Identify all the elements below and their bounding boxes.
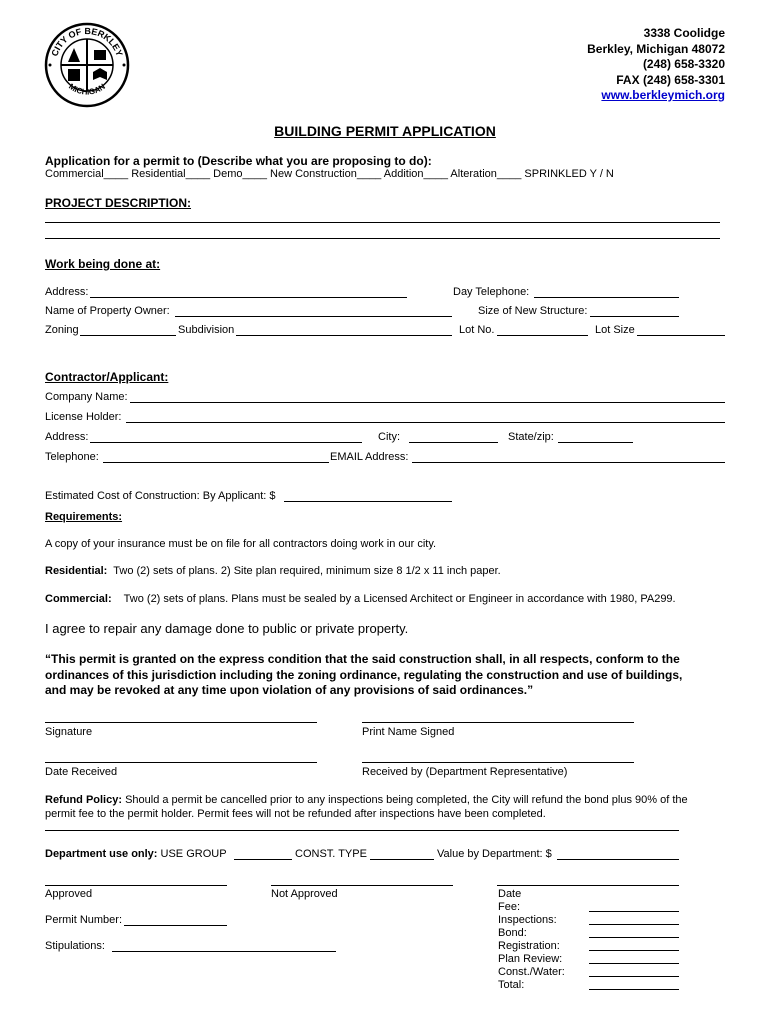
project-description-heading: PROJECT DESCRIPTION: (45, 196, 192, 210)
commercial-requirement (45, 593, 676, 605)
street-address: 3338 Coolidge (643, 26, 725, 40)
zoning-label: Zoning (45, 324, 79, 336)
signature-field[interactable] (45, 722, 317, 723)
permit-condition (45, 652, 682, 699)
plan-review-fee-field[interactable] (589, 963, 679, 964)
const-type-field[interactable] (370, 859, 434, 860)
contractor-address-field[interactable] (90, 442, 362, 443)
lot-number-field[interactable] (497, 335, 588, 336)
commercial-label: Commercial: (45, 593, 112, 605)
permit-for-label: Application for a permit to (Describe what you are proposing to do): (45, 154, 432, 168)
value-by-department-label: Value by Department: $ (437, 848, 552, 860)
permit-condition-line-2: ordinances of this jurisdiction including the zoning ordinance, regulating the construction and use of buildings, (45, 667, 683, 682)
stipulations-label: Stipulations: (45, 940, 105, 952)
date-received-label: Date Received (45, 766, 118, 778)
work-location-heading: Work being done at: (45, 257, 161, 271)
license-holder-label: License Holder: (45, 411, 122, 423)
subdivision-field[interactable] (236, 335, 452, 336)
fee-list (498, 888, 565, 992)
phone-number: (248) 658-3320 (642, 57, 725, 71)
lot-number-label: Lot No. (459, 324, 495, 336)
const-type-label: CONST. TYPE (295, 848, 367, 860)
registration-fee-label: Registration: (498, 940, 560, 952)
structure-size-label: Size of New Structure: (478, 305, 588, 317)
estimated-cost-field[interactable] (284, 501, 452, 502)
project-description-line-2[interactable] (45, 238, 720, 239)
permit-condition-line-3: and may be revoked at any time upon violation of any provisions of said ordinances.” (45, 683, 534, 697)
use-group-label: USE GROUP (160, 848, 227, 860)
date-fee-top-line[interactable] (497, 885, 679, 886)
commercial-text: Two (2) sets of plans. Plans must be sealed by a Licensed Architect or Engineer in accordance with 1980, PA299. (123, 593, 676, 605)
city-state-zip: Berkley, Michigan 48072 (587, 41, 725, 56)
contractor-state-zip-label: State/zip: (508, 431, 554, 443)
fee-date-label: Date (498, 888, 522, 900)
work-address-label: Address: (45, 286, 89, 298)
zoning-field[interactable] (80, 335, 176, 336)
seal-bottom-text: MICHIGAN (67, 81, 107, 97)
property-owner-field[interactable] (175, 316, 452, 317)
department-use-label: Department use only: (45, 848, 158, 860)
date-received-field[interactable] (45, 762, 317, 763)
fax-number: FAX (248) 658-3301 (616, 72, 725, 87)
contractor-city-field[interactable] (409, 442, 498, 443)
insurance-requirement: A copy of your insurance must be on file for all contractors doing work in our city. (45, 538, 437, 550)
day-telephone-label: Day Telephone: (453, 286, 530, 298)
contractor-city-label: City: (378, 431, 400, 443)
permit-type-options[interactable]: Commercial____ Residential____ Demo____ New Construction____ Addition____ Alteration____ SPRINKLED Y / N (45, 168, 614, 180)
contractor-heading: Contractor/Applicant: (45, 370, 169, 384)
subdivision-label: Subdivision (178, 324, 235, 336)
signature-label: Signature (45, 726, 93, 738)
use-group-field[interactable] (234, 859, 292, 860)
approved-field[interactable] (45, 885, 227, 886)
license-holder-field[interactable] (126, 422, 725, 423)
refund-divider (45, 830, 679, 831)
print-name-label: Print Name Signed (362, 726, 455, 738)
contractor-email-field[interactable] (412, 462, 725, 463)
received-by-label: Received by (Department Representative) (362, 766, 568, 778)
permit-condition-line-1: “This permit is granted on the express condition that the said construction shall, in all respects, conform to the (45, 652, 680, 666)
seal-top-text: CITY OF BERKLEY (49, 25, 125, 58)
residential-text: Two (2) sets of plans. 2) Site plan required, minimum size 8 1/2 x 11 inch paper. (113, 565, 501, 577)
structure-size-field[interactable] (590, 316, 679, 317)
damage-agreement: I agree to repair any damage done to public or private property. (45, 621, 409, 636)
city-seal-logo (44, 22, 130, 108)
permit-number-field[interactable] (124, 925, 227, 926)
website-link[interactable]: www.berkleymich.org (601, 88, 725, 102)
bond-fee-field[interactable] (589, 937, 679, 938)
fee-label: Fee: (498, 901, 521, 913)
day-telephone-field[interactable] (534, 297, 679, 298)
property-owner-label: Name of Property Owner: (45, 305, 170, 317)
inspections-fee-field[interactable] (589, 924, 679, 925)
contractor-email-label: EMAIL Address: (330, 451, 409, 463)
refund-policy-line-1: Should a permit be cancelled prior to any inspections being completed, the City will refund the bond plus 90% of the (125, 794, 688, 806)
const-water-fee-field[interactable] (589, 976, 679, 977)
refund-policy-label: Refund Policy: (45, 794, 123, 806)
contractor-telephone-label: Telephone: (45, 451, 99, 463)
requirements-heading: Requirements: (45, 511, 123, 523)
residential-label: Residential: (45, 565, 108, 577)
received-by-field[interactable] (362, 762, 634, 763)
fee-field[interactable] (589, 911, 679, 912)
total-fee-field[interactable] (589, 989, 679, 990)
company-name-label: Company Name: (45, 391, 128, 403)
inspections-fee-label: Inspections: (498, 914, 557, 926)
department-use-row (45, 848, 227, 860)
company-name-field[interactable] (130, 402, 725, 403)
total-fee-label: Total: (498, 979, 525, 991)
page-title: BUILDING PERMIT APPLICATION (274, 123, 496, 139)
contractor-telephone-field[interactable] (103, 462, 329, 463)
value-by-department-field[interactable] (557, 859, 679, 860)
not-approved-label: Not Approved (271, 888, 338, 900)
lot-size-field[interactable] (637, 335, 725, 336)
registration-fee-field[interactable] (589, 950, 679, 951)
contractor-state-zip-field[interactable] (558, 442, 633, 443)
work-address-field[interactable] (90, 297, 407, 298)
permit-number-label: Permit Number: (45, 914, 123, 926)
city-address-block (587, 26, 725, 104)
refund-policy (45, 793, 688, 821)
estimated-cost-label: Estimated Cost of Construction: By Applicant: $ (45, 490, 276, 502)
bond-fee-label: Bond: (498, 927, 527, 939)
lot-size-label: Lot Size (595, 324, 635, 336)
const-water-fee-label: Const./Water: (498, 966, 565, 978)
contractor-address-label: Address: (45, 431, 89, 443)
print-name-field[interactable] (362, 722, 634, 723)
residential-requirement (45, 565, 501, 577)
project-description-line-1[interactable] (45, 222, 720, 223)
refund-policy-line-2: permit fee to the permit holder. Permit fees will not be refunded after inspections have been completed. (45, 808, 546, 820)
stipulations-field[interactable] (112, 951, 336, 952)
approved-label: Approved (45, 888, 93, 900)
not-approved-field[interactable] (271, 885, 453, 886)
plan-review-fee-label: Plan Review: (498, 953, 563, 965)
